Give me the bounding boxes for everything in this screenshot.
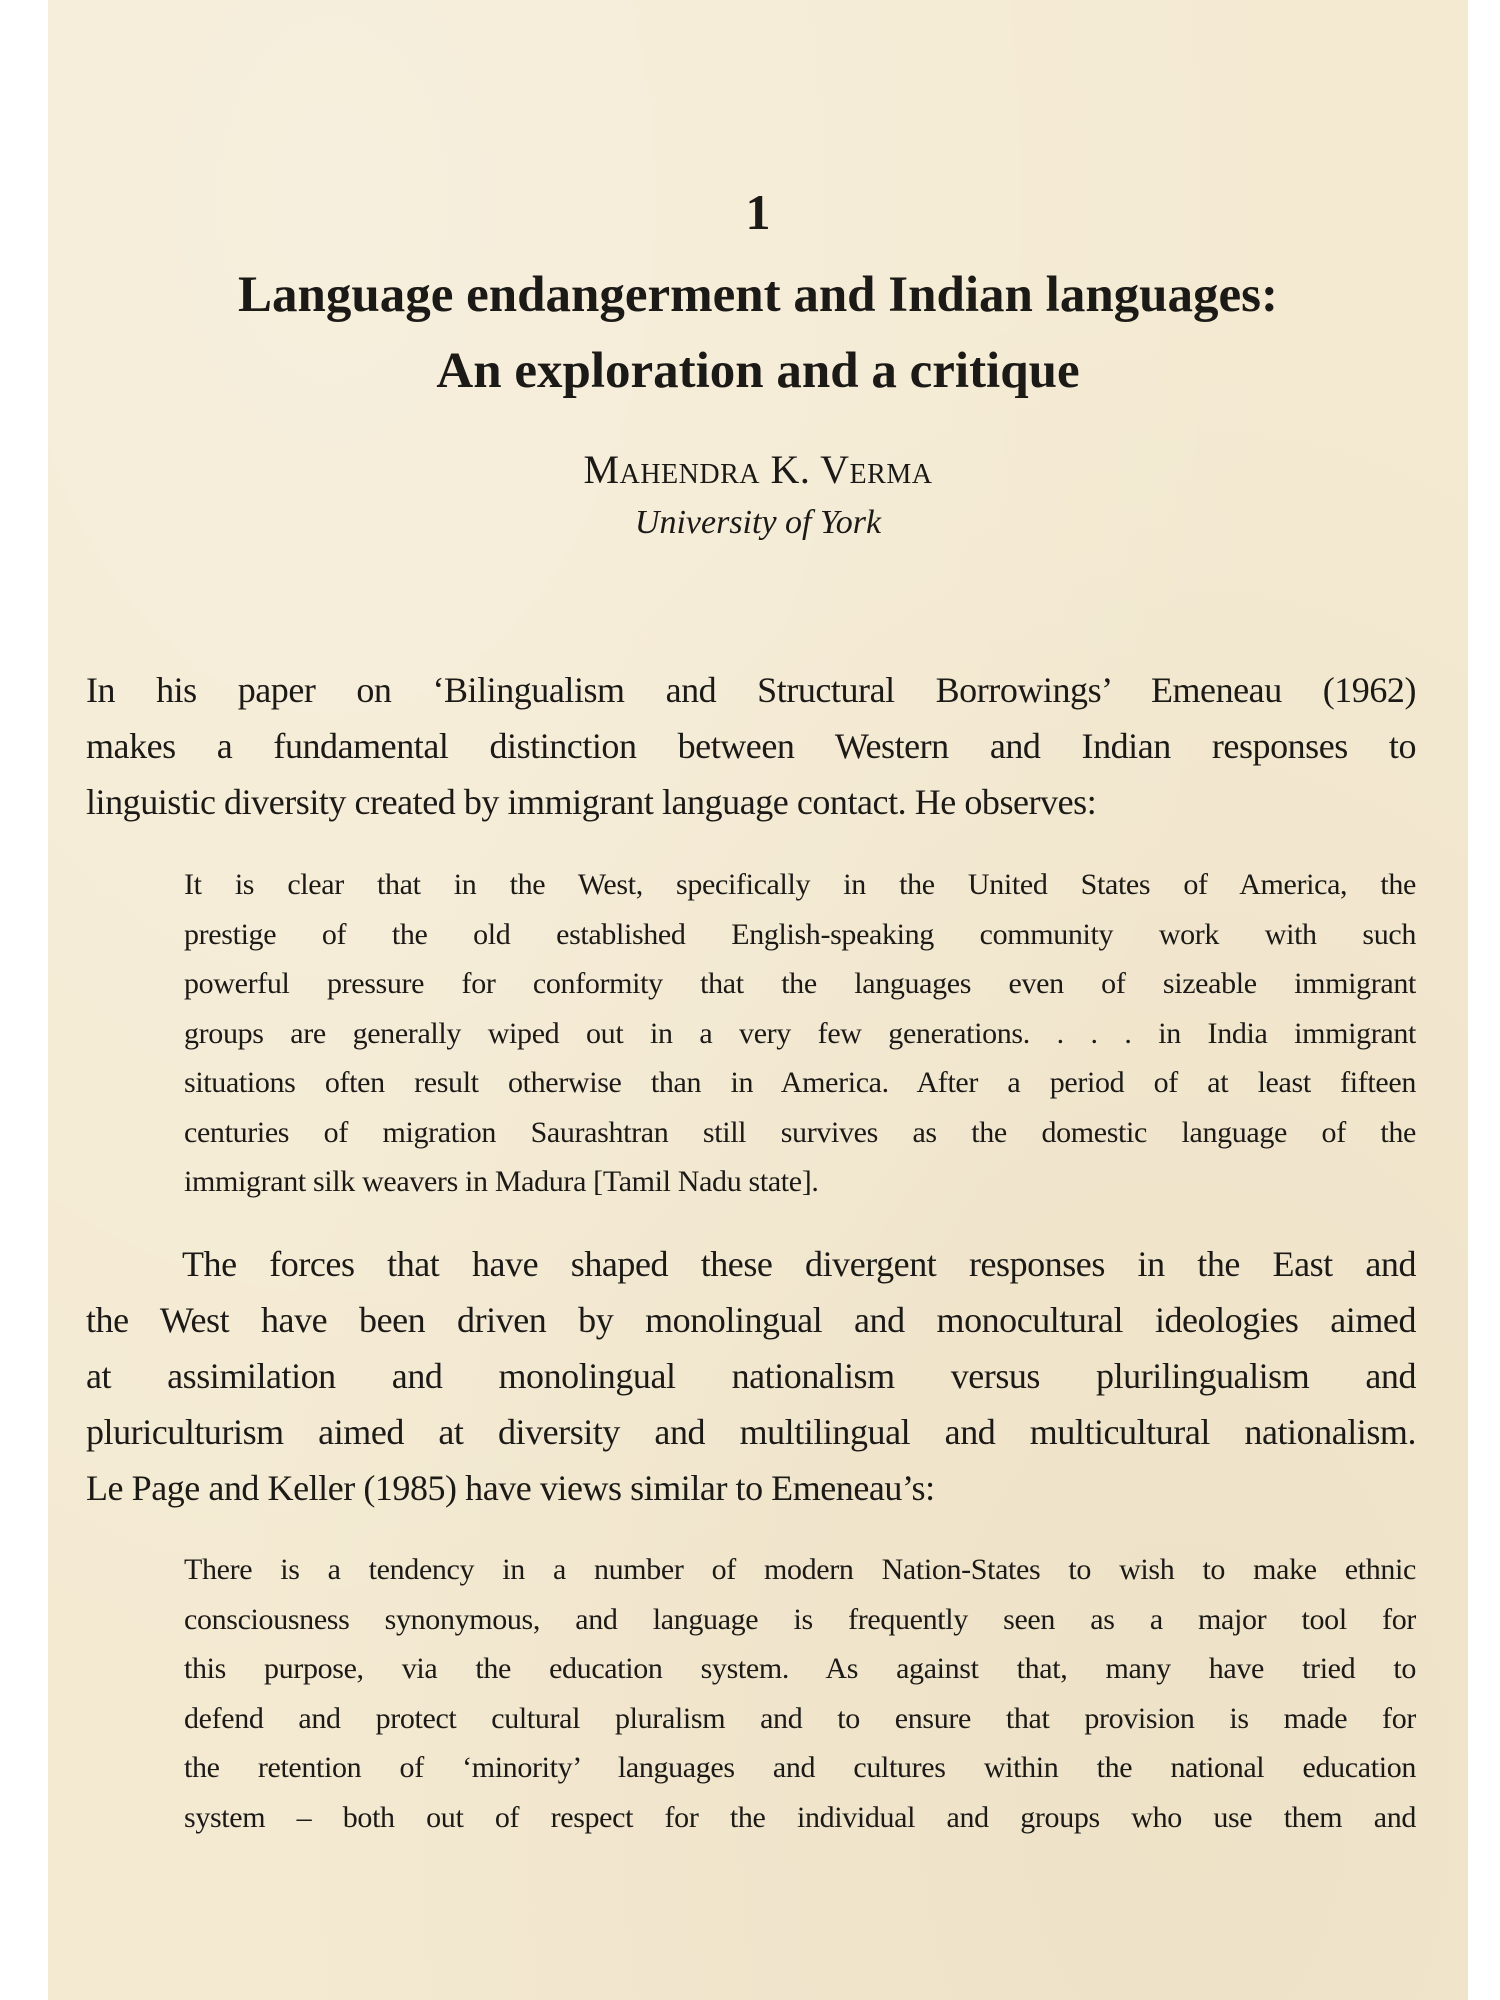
author-name: Mahendra K. Verma — [583, 447, 933, 492]
quote-line: powerful pressure for conformity that the languages even of sizeable immigrant — [184, 967, 1416, 1000]
quote-line: immigrant silk weavers in Madura [Tamil Nadu state]. — [184, 1165, 819, 1198]
body-paragraph-1 — [86, 662, 1416, 830]
book-page — [48, 0, 1468, 2000]
text-line: pluriculturism aimed at diversity and multilingual and multicultural nationalism. — [86, 1412, 1416, 1452]
chapter-number: 1 — [745, 184, 771, 240]
quote-line: the retention of ‘minority’ languages and cultures within the national education — [184, 1751, 1416, 1784]
quote-line: system – both out of respect for the individual and groups who use them and — [184, 1800, 1416, 1834]
block-quote-2 — [184, 1545, 1416, 1842]
quote-line: There is a tendency in a number of modern Nation-States to wish to make ethnic — [184, 1553, 1416, 1586]
text-line: Le Page and Keller (1985) have views similar to Emeneau’s: — [86, 1468, 935, 1508]
quote-line: defend and protect cultural pluralism and to ensure that provision is made for — [184, 1701, 1416, 1735]
text-line: at assimilation and monolingual nationalism versus plurilingualism and — [86, 1356, 1416, 1396]
quote-line: groups are generally wiped out in a very few generations. . . . in India immigrant — [184, 1016, 1416, 1050]
quote-line: It is clear that in the West, specifically in the United States of America, the — [184, 868, 1416, 901]
text-line: makes a fundamental distinction between Western and Indian responses to — [86, 726, 1416, 766]
quote-line: this purpose, via the education system. As against that, many have tried to — [184, 1652, 1416, 1685]
text-line: In his paper on ‘Bilingualism and Structural Borrowings’ Emeneau (1962) — [86, 670, 1416, 710]
quote-line: consciousness synonymous, and language is frequently seen as a major tool for — [184, 1602, 1416, 1636]
chapter-title-line-1: Language endangerment and Indian languages: — [237, 267, 1279, 323]
quote-line: situations often result otherwise than in America. After a period of at least fifteen — [184, 1066, 1416, 1099]
quote-line: centuries of migration Saurashtran still survives as the domestic language of the — [184, 1115, 1416, 1149]
author-affiliation: University of York — [634, 504, 882, 541]
chapter-title-line-2: An exploration and a critique — [436, 343, 1080, 399]
text-line: the West have been driven by monolingual and monocultural ideologies aimed — [86, 1300, 1416, 1340]
quote-line: prestige of the old established English-speaking community work with such — [184, 917, 1416, 951]
body-paragraph-2 — [86, 1236, 1416, 1516]
text-line: The forces that have shaped these divergent responses in the East and — [182, 1244, 1416, 1284]
text-line: linguistic diversity created by immigrant language contact. He observes: — [86, 782, 1097, 822]
block-quote-1 — [184, 860, 1416, 1207]
